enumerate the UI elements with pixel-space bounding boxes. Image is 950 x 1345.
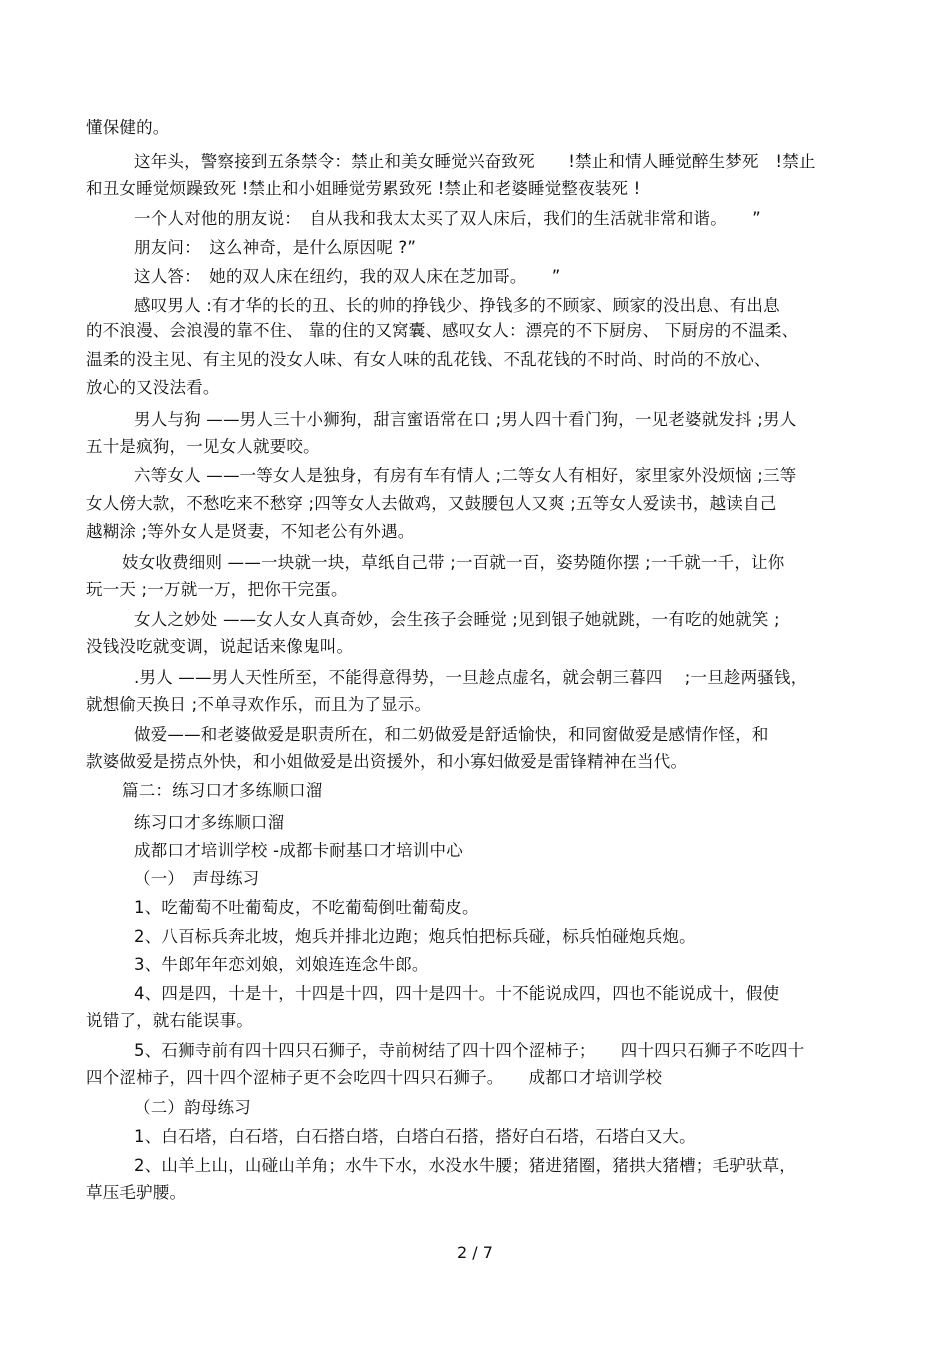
text-line: 越糊涂 ;等外女人是贤妻，不知老公有外遇。 [86, 522, 415, 541]
text-line: 四个涩柿子，四十四个涩柿子更不会吃四十四只石狮子。 成都口才培训学校 [86, 1068, 663, 1087]
text-line: 感叹男人 :有才华的长的丑、长的帅的挣钱少、挣钱多的不顾家、顾家的没出息、有出息 [134, 296, 780, 315]
text-line: 妓女收费细则 ——一块就一块，草纸自己带 ;一百就一百，姿势随你摆 ;一千就一千，让你 [122, 553, 785, 572]
text-line: 放心的又没法看。 [86, 378, 220, 397]
text-line: 女人之妙处 ——女人女人真奇妙，会生孩子会睡觉 ;见到银子她就跳，一有吃的她就笑 ; [134, 610, 780, 629]
text-line: 六等女人 ——一等女人是独身，有房有车有情人 ;二等女人有相好，家里家外没烦恼 ;三等 [134, 466, 797, 485]
subsection-heading: （一） 声母练习 [134, 869, 260, 888]
text-line: 草压毛驴腰。 [86, 1183, 187, 1202]
text-line: 2、山羊上山，山碰山羊角；水牛下水，水没水牛腰；猪进猪圈，猪拱大猪槽；毛驴驮草， [134, 1156, 796, 1175]
text-line: 说错了，就右能误事。 [86, 1011, 253, 1030]
text-line: 成都口才培训学校 -成都卡耐基口才培训中心 [134, 841, 463, 860]
text-line: 5、石狮寺前有四十四只石狮子，寺前树结了四十四个涩柿子； 四十四只石狮子不吃四十 [134, 1041, 805, 1060]
text-line: 女人傍大款，不愁吃来不愁穿 ;四等女人去做鸡，又鼓腰包人又爽 ;五等女人爱读书，越读自己 [86, 494, 777, 513]
text-line: 这年头，警察接到五条禁令：禁止和美女睡觉兴奋致死 !禁止和情人睡觉醉生梦死 !禁止 [134, 152, 816, 171]
text-line: 没钱没吃就变调，说起话来像鬼叫。 [86, 637, 354, 656]
text-line: 2、八百标兵奔北坡，炮兵并排北边跑；炮兵怕把标兵碰，标兵怕碰炮兵炮。 [134, 927, 696, 946]
text-line: 就想偷天换日 ;不单寻欢作乐，而且为了显示。 [86, 695, 432, 714]
subsection-heading: （二）韵母练习 [134, 1098, 251, 1117]
text-line: 的不浪漫、会浪漫的靠不住、 靠的住的又窝囊、感叹女人：漂亮的不下厨房、 下厨房的不温柔、 [86, 321, 799, 340]
text-line: 3、牛郎年年恋刘娘，刘娘连连念牛郎。 [134, 955, 429, 974]
text-line: 和丑女睡觉烦躁致死 !禁止和小姐睡觉劳累致死 !禁止和老婆睡觉整夜装死 ! [86, 179, 641, 198]
text-line: 1、白石塔，白石塔，白石搭白塔，白塔白石搭，搭好白石塔，石塔白又大。 [134, 1127, 696, 1146]
text-line: 款婆做爱是捞点外快，和小姐做爱是出资援外，和小寡妇做爱是雷锋精神在当代。 [86, 752, 688, 771]
text-line: 1、吃葡萄不吐葡萄皮，不吃葡萄倒吐葡萄皮。 [134, 898, 479, 917]
text-line: 玩一天 ;一万就一万，把你干完蛋。 [86, 580, 348, 599]
text-line: .男人 ——男人天性所至，不能得意得势，一旦趁点虚名，就会朝三暮四 ;一旦趁两骚钱， [134, 668, 808, 687]
text-line: 男人与狗 ——男人三十小狮狗，甜言蜜语常在口 ;男人四十看门狗，一见老婆就发抖 ;男人 [134, 410, 797, 429]
text-line: 练习口才多练顺口溜 [134, 813, 285, 832]
text-line: 一个人对他的朋友说： 自从我和我太太买了双人床后，我们的生活就非常和谐。 ” [134, 209, 761, 228]
text-line: 4、四是四，十是十，十四是十四，四十是四十。十不能说成四，四也不能说成十，假使 [134, 984, 780, 1003]
text-line: 温柔的没主见、有主见的没女人味、有女人味的乱花钱、不乱花钱的不时尚、时尚的不放心、 [86, 350, 771, 369]
text-line: 懂保健的。 [86, 118, 170, 137]
section-heading: 篇二：练习口才多练顺口溜 [122, 781, 323, 800]
text-line: 这人答： 她的双人床在纽约，我的双人床在芝加哥。 ” [134, 267, 561, 286]
text-line: 做爱——和老婆做爱是职责所在，和二奶做爱是舒适愉快，和同窗做爱是感情作怪，和 [134, 725, 769, 744]
page-number: 2 / 7 [457, 1243, 493, 1262]
text-line: 朋友问： 这么神奇，是什么原因呢 ?” [134, 238, 417, 257]
text-line: 五十是疯狗，一见女人就要咬。 [86, 437, 320, 456]
